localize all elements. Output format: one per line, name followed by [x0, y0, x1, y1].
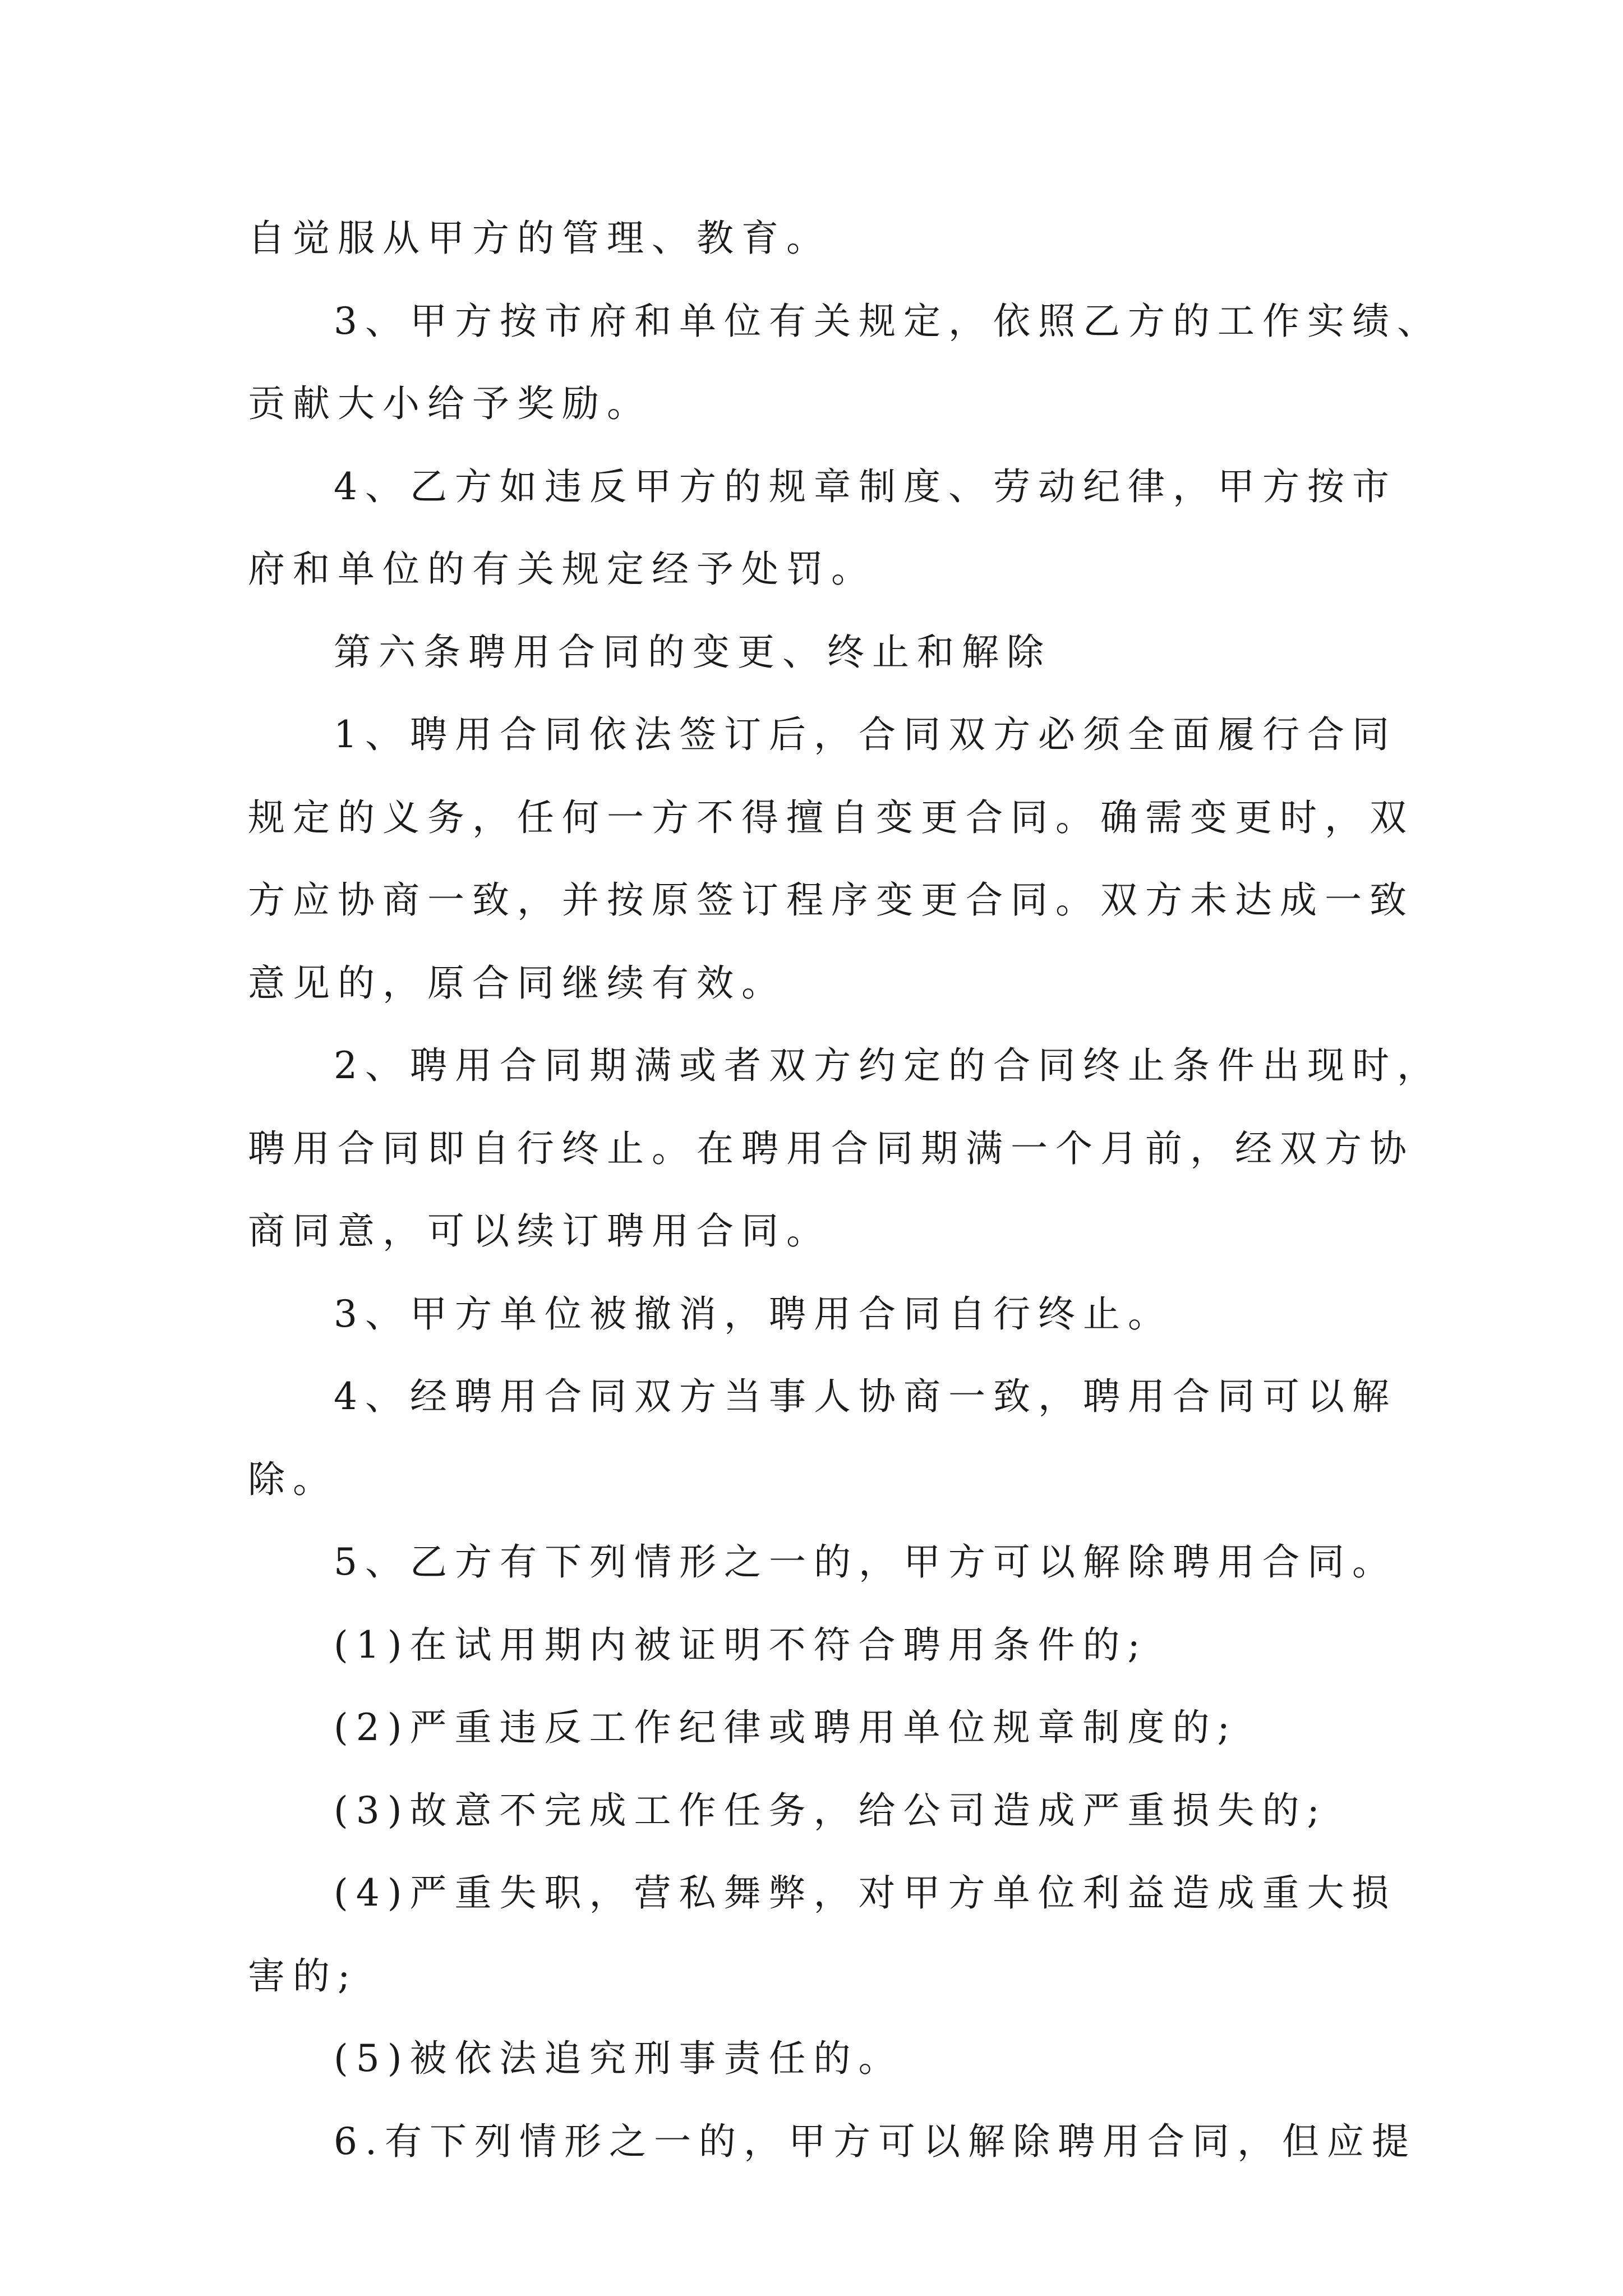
- text-line: 方应协商一致，并按原签订程序变更合同。双方未达成一致: [248, 878, 1414, 922]
- text-line: 5、乙方有下列情形之一的，甲方可以解除聘用合同。: [334, 1540, 1397, 1584]
- text-line: 意见的，原合同继续有效。: [248, 961, 786, 1005]
- text-line: 贡献大小给予奖励。: [248, 382, 652, 425]
- text-line: 3、甲方单位被撤消，聘用合同自行终止。: [334, 1292, 1173, 1336]
- text-line: 害的;: [248, 1954, 358, 1998]
- list-item: (5)被依法追究刑事责任的。: [334, 2037, 903, 2080]
- section-heading: 第六条聘用合同的变更、终止和解除: [334, 631, 1052, 674]
- text-line: 4、经聘用合同双方当事人协商一致，聘用合同可以解: [334, 1375, 1397, 1418]
- text-line: 4、乙方如违反甲方的规章制度、劳动纪律，甲方按市: [334, 465, 1397, 508]
- text-line: 自觉服从甲方的管理、教育。: [248, 217, 831, 260]
- text-line: 商同意，可以续订聘用合同。: [248, 1209, 831, 1253]
- list-item: (3)故意不完成工作任务，给公司造成严重损失的;: [334, 1789, 1327, 1832]
- text-line: 6.有下列情形之一的，甲方可以解除聘用合同，但应提: [334, 2120, 1417, 2163]
- text-line: 1、聘用合同依法签订后，合同双方必须全面履行合同: [334, 713, 1397, 756]
- text-line: 除。: [248, 1458, 338, 1501]
- text-line: 府和单位的有关规定经予处罚。: [248, 547, 876, 591]
- text-line: 规定的义务，任何一方不得擅自变更合同。确需变更时，双: [248, 796, 1414, 839]
- list-item: (4)严重失职，营私舞弊，对甲方单位利益造成重大损: [334, 1871, 1397, 1915]
- text-line: 2、聘用合同期满或者双方约定的合同终止条件出现时，: [334, 1044, 1442, 1087]
- text-line: 聘用合同即自行终止。在聘用合同期满一个月前，经双方协: [248, 1127, 1414, 1170]
- text-line: 3、甲方按市府和单位有关规定，依照乙方的工作实绩、: [334, 300, 1442, 343]
- list-item: (2)严重违反工作纪律或聘用单位规章制度的;: [334, 1706, 1238, 1749]
- list-item: (1)在试用期内被证明不符合聘用条件的;: [334, 1623, 1148, 1667]
